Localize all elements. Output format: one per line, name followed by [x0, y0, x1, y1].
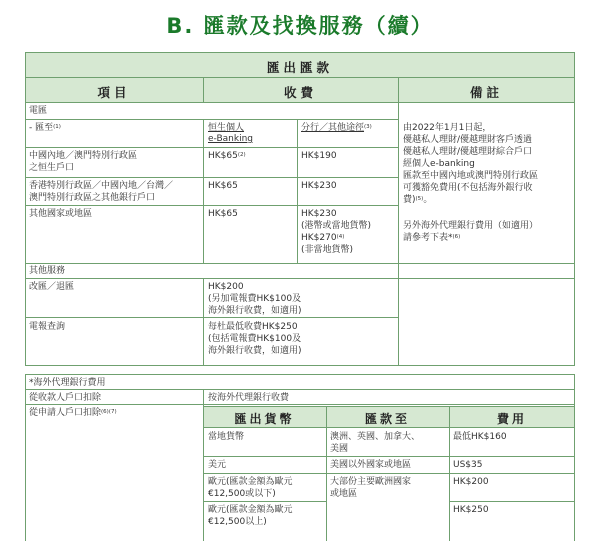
fee-cell: HK$200: [453, 477, 489, 487]
row-ebanking-fee: HK$65: [208, 209, 238, 219]
enquiry-fee-line: 每杜最低收費HK$250: [208, 322, 298, 332]
divider: [203, 501, 326, 502]
remarks-line: 由2022年1月1日起，: [403, 123, 492, 133]
divider: [25, 102, 575, 103]
enquiry-fee-line: 海外銀行收費，如適用): [208, 346, 302, 356]
ebanking-header-line1: 恒生個人: [208, 123, 245, 133]
row-branch-fee-alt-note: (非當地貨幣): [301, 245, 354, 255]
row-item-line1: 香港特別行政區／中國內地／台灣／: [29, 181, 174, 191]
row-branch-fee: HK$230: [301, 209, 337, 219]
remarks-line: 優越私人理財/優越理財綜合戶口: [403, 147, 533, 157]
group-label-telegraphic: 電匯: [29, 106, 48, 116]
divider: [25, 119, 398, 120]
row-branch-fee-note: (港幣或當地貨幣): [301, 221, 372, 231]
divider: [203, 278, 204, 366]
row-label: 從收款人戶口扣除: [29, 393, 102, 403]
divider: [203, 427, 575, 428]
enquiry-fee-line: (包括電報費HK$100及: [208, 334, 302, 344]
row-ebanking-fee: HK$65$^{(2)}$: [208, 151, 246, 161]
row-item-line1: 電報查詢: [29, 322, 66, 332]
destination-cell: 美國以外國家或地區: [330, 460, 412, 470]
row-item-line2: 之恒生戶口: [29, 163, 75, 173]
divider: [203, 119, 204, 263]
currency-cell: 美元: [208, 460, 227, 470]
destination-cell: 大部份主要歐洲國家: [330, 477, 412, 487]
remarks-line: 請參考下表*$^{(6)}$: [403, 233, 461, 243]
row-item-line2: 澳門特別行政區之其他銀行戶口: [29, 193, 156, 203]
remarks-line: 優越私人理財/優越理財客戶透過: [403, 135, 533, 145]
divider: [25, 263, 575, 264]
remarks-line: 可獲豁免費用(不包括海外銀行收: [403, 183, 533, 193]
column-header-fee: 收費: [283, 85, 317, 100]
destination-cell: 美國: [330, 444, 349, 454]
row-branch-fee-alt: HK$270$^{(4)}$: [301, 233, 345, 243]
section-header: 匯出匯款: [266, 60, 333, 75]
row-branch-fee: HK$230: [301, 181, 337, 191]
divider: [25, 177, 398, 178]
fee-cell: US$35: [453, 460, 483, 470]
currency-cell: €12,500以上): [208, 517, 267, 527]
fee-cell: HK$250: [453, 505, 489, 515]
row-branch-fee: HK$190: [301, 151, 337, 161]
divider: [203, 456, 575, 457]
branch-header: 分行／其他途徑$^{(3)}$: [301, 123, 372, 133]
page-title: B. 匯款及找換服務（續）: [166, 14, 434, 38]
row-item-line1: 改匯／退匯: [29, 282, 75, 292]
agent-table-header: *海外代理銀行費用: [29, 378, 106, 388]
currency-cell: €12,500或以下): [208, 489, 276, 499]
remarks-line: 經個人e-banking: [403, 159, 475, 169]
row-item-line1: 中國內地／澳門特別行政區: [29, 151, 138, 161]
column-header-destination: 匯款至: [364, 412, 410, 426]
row-item-line1: 其他國家或地區: [29, 209, 93, 219]
currency-cell: 當地貨幣: [208, 432, 245, 442]
divider: [25, 147, 398, 148]
divider: [25, 389, 575, 390]
row-ebanking-fee: HK$65: [208, 181, 238, 191]
amend-fee-line: (另加電報費HK$100及: [208, 294, 302, 304]
divider: [25, 317, 398, 318]
divider: [25, 278, 575, 279]
group-label-other-services: 其他服務: [29, 266, 66, 276]
column-header-remarks: 備註: [469, 85, 503, 100]
divider: [203, 77, 204, 102]
amend-fee-line: 海外銀行收費，如適用): [208, 306, 302, 316]
divider: [25, 404, 575, 405]
column-header-fee: 費用: [496, 412, 527, 426]
divider: [297, 119, 298, 263]
destination-cell: 澳洲、英國、加拿大、: [330, 432, 421, 442]
ebanking-header-line2: e-Banking: [208, 134, 253, 144]
row-value: 按海外代理銀行收費: [208, 393, 290, 403]
row-label: 從申請人戶口扣除$^{(6)(7)}$: [29, 408, 117, 418]
divider: [25, 205, 398, 206]
amend-fee-line: HK$200: [208, 282, 244, 292]
remarks-line: 費)$^{(5)}$。: [403, 195, 433, 205]
destination-cell: 或地區: [330, 489, 358, 499]
remarks-line: 匯款至中國內地或澳門特別行政區: [403, 171, 539, 181]
to-label: - 匯至$^{(1)}$: [29, 123, 61, 133]
divider: [398, 77, 399, 263]
currency-cell: 歐元(匯款金額為歐元: [208, 477, 293, 487]
remarks-line: 另外海外代理銀行費用（如適用）: [403, 221, 539, 231]
currency-cell: 歐元(匯款金額為歐元: [208, 505, 293, 515]
column-header-item: 項目: [97, 85, 131, 100]
divider: [25, 77, 575, 78]
fee-cell: 最低HK$160: [453, 432, 507, 442]
divider: [449, 501, 575, 502]
divider: [203, 473, 575, 474]
column-header-currency: 匯出貨幣: [234, 412, 295, 426]
